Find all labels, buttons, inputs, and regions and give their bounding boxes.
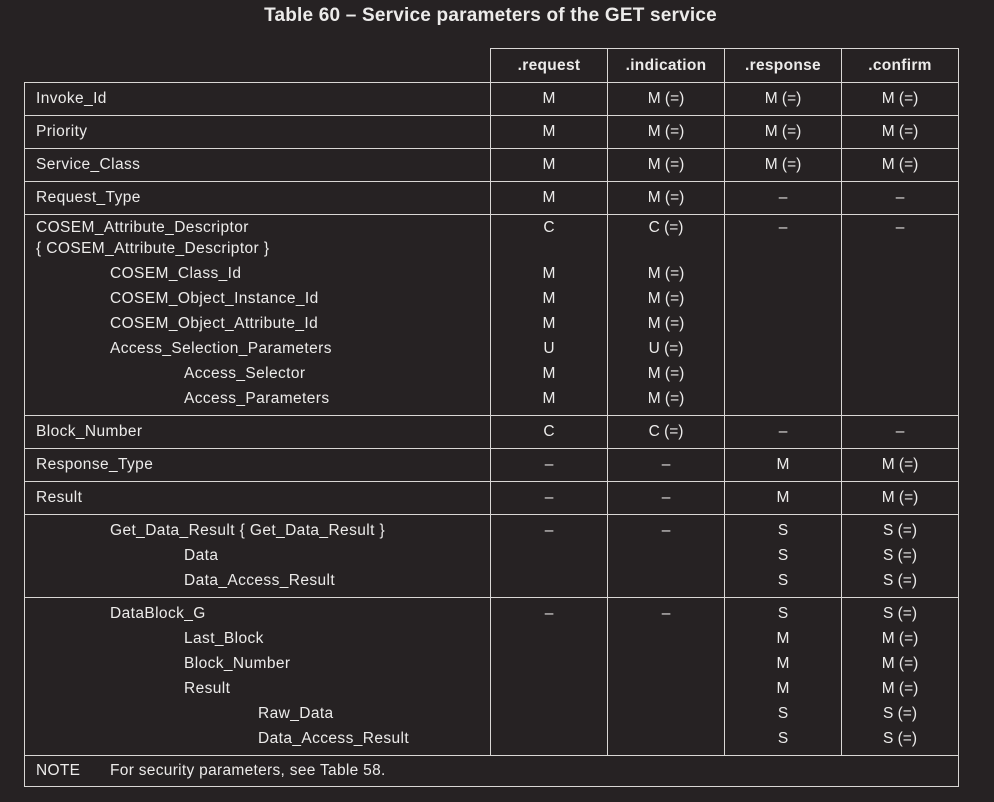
table-row xyxy=(25,215,959,416)
request-value: – xyxy=(544,489,554,506)
indication-cell xyxy=(608,182,725,215)
indication-value xyxy=(608,702,724,727)
table-row xyxy=(25,182,959,215)
confirm-value: M (=) xyxy=(881,655,919,672)
indication-value: M (=) xyxy=(647,365,685,382)
confirm-cell xyxy=(842,83,959,116)
request-value xyxy=(491,237,607,262)
response-value xyxy=(725,337,841,362)
parameter-name: Access_Parameters xyxy=(184,390,330,407)
request-value: – xyxy=(544,522,554,539)
indication-cell xyxy=(608,83,725,116)
indication-value: U (=) xyxy=(648,340,684,357)
confirm-cell xyxy=(842,215,959,416)
response-cell xyxy=(725,598,842,756)
confirm-value: M (=) xyxy=(881,489,919,506)
request-value: U xyxy=(543,340,555,357)
indication-value: – xyxy=(661,489,671,506)
parameter-name: Result xyxy=(36,489,83,506)
parameter-name: Access_Selector xyxy=(184,365,306,382)
response-value: S xyxy=(777,572,789,589)
request-value xyxy=(491,677,607,702)
response-value: S xyxy=(777,605,789,622)
table-row xyxy=(25,515,959,598)
confirm-cell xyxy=(842,416,959,449)
note-label: NOTE xyxy=(36,762,81,779)
response-value xyxy=(725,362,841,387)
indication-value: M (=) xyxy=(647,290,685,307)
response-value: M (=) xyxy=(764,90,802,107)
response-value xyxy=(725,287,841,312)
confirm-value: S (=) xyxy=(882,605,918,622)
confirm-cell xyxy=(842,182,959,215)
parameter-name: { COSEM_Attribute_Descriptor } xyxy=(36,240,270,257)
confirm-value: M (=) xyxy=(881,156,919,173)
response-cell xyxy=(725,182,842,215)
table-row xyxy=(25,416,959,449)
parameter-name: Invoke_Id xyxy=(36,90,107,107)
response-value: – xyxy=(778,219,788,236)
note-row xyxy=(25,756,959,787)
request-value: – xyxy=(544,605,554,622)
confirm-cell xyxy=(842,515,959,598)
parameter-cell xyxy=(25,149,491,182)
response-value: S xyxy=(777,705,789,722)
request-value: M xyxy=(542,156,556,173)
request-cell xyxy=(491,515,608,598)
response-cell xyxy=(725,416,842,449)
request-value: C xyxy=(543,423,555,440)
parameter-name: Priority xyxy=(36,123,88,140)
request-cell xyxy=(491,83,608,116)
response-value: M xyxy=(776,655,790,672)
indication-value xyxy=(608,237,724,262)
parameter-cell xyxy=(25,449,491,482)
indication-value: M (=) xyxy=(647,390,685,407)
confirm-cell xyxy=(842,482,959,515)
confirm-value: M (=) xyxy=(881,456,919,473)
request-value: M xyxy=(542,265,556,282)
table-row xyxy=(25,83,959,116)
indication-value xyxy=(608,627,724,652)
confirm-value xyxy=(842,312,958,337)
response-value: S xyxy=(777,547,789,564)
indication-value: – xyxy=(661,605,671,622)
request-value: M xyxy=(542,123,556,140)
parameter-name: Get_Data_Result { Get_Data_Result } xyxy=(110,522,386,539)
response-value xyxy=(725,312,841,337)
table-row xyxy=(25,116,959,149)
indication-value xyxy=(608,677,724,702)
parameter-name: Block_Number xyxy=(36,423,143,440)
parameter-name: Last_Block xyxy=(184,630,264,647)
parameter-name: Service_Class xyxy=(36,156,141,173)
confirm-value: S (=) xyxy=(882,572,918,589)
parameter-name: COSEM_Class_Id xyxy=(110,265,242,282)
table-row xyxy=(25,482,959,515)
confirm-cell xyxy=(842,116,959,149)
indication-value xyxy=(608,544,724,569)
indication-value: – xyxy=(661,522,671,539)
confirm-value: S (=) xyxy=(882,522,918,539)
note-text: For security parameters, see Table 58. xyxy=(110,762,386,779)
request-cell xyxy=(491,449,608,482)
request-value: – xyxy=(544,456,554,473)
response-value xyxy=(725,237,841,262)
parameter-name: Block_Number xyxy=(184,655,291,672)
request-cell xyxy=(491,149,608,182)
parameter-name: Data xyxy=(184,547,219,564)
response-value xyxy=(725,262,841,287)
confirm-value: S (=) xyxy=(882,730,918,747)
response-value: – xyxy=(778,423,788,440)
header-indication: .indication xyxy=(608,49,725,83)
confirm-value: S (=) xyxy=(882,547,918,564)
indication-cell xyxy=(608,116,725,149)
confirm-value xyxy=(842,362,958,387)
parameter-name: Request_Type xyxy=(36,189,141,206)
response-value: M (=) xyxy=(764,156,802,173)
request-value: M xyxy=(542,90,556,107)
indication-value: M (=) xyxy=(647,123,685,140)
confirm-value xyxy=(842,237,958,262)
parameter-cell xyxy=(25,515,491,598)
request-value: C xyxy=(543,219,555,236)
response-value: M xyxy=(776,630,790,647)
parameter-cell xyxy=(25,83,491,116)
confirm-value: – xyxy=(895,189,905,206)
request-value xyxy=(491,627,607,652)
confirm-value: S (=) xyxy=(882,705,918,722)
request-value: M xyxy=(542,189,556,206)
indication-cell xyxy=(608,149,725,182)
request-value: M xyxy=(542,390,556,407)
response-value: – xyxy=(778,189,788,206)
request-value: M xyxy=(542,365,556,382)
confirm-value: M (=) xyxy=(881,123,919,140)
parameter-name: COSEM_Object_Instance_Id xyxy=(110,290,319,307)
response-value: M xyxy=(776,680,790,697)
response-value: M xyxy=(776,489,790,506)
indication-value: M (=) xyxy=(647,156,685,173)
response-cell xyxy=(725,83,842,116)
response-cell xyxy=(725,515,842,598)
request-cell xyxy=(491,482,608,515)
indication-value xyxy=(608,652,724,677)
confirm-value: M (=) xyxy=(881,680,919,697)
header-request: .request xyxy=(491,49,608,83)
confirm-cell xyxy=(842,598,959,756)
response-value: M xyxy=(776,456,790,473)
request-value xyxy=(491,652,607,677)
parameter-name: COSEM_Attribute_Descriptor xyxy=(36,219,249,236)
parameter-cell xyxy=(25,416,491,449)
parameter-name: Data_Access_Result xyxy=(258,730,410,747)
response-cell xyxy=(725,149,842,182)
header-row xyxy=(25,49,959,83)
parameter-name: Raw_Data xyxy=(258,705,334,722)
confirm-cell xyxy=(842,149,959,182)
parameter-name: DataBlock_G xyxy=(110,605,206,622)
confirm-value xyxy=(842,287,958,312)
confirm-value: M (=) xyxy=(881,630,919,647)
table-title: Table 60 – Service parameters of the GET service xyxy=(264,5,717,26)
indication-cell xyxy=(608,598,725,756)
request-cell xyxy=(491,598,608,756)
request-cell xyxy=(491,182,608,215)
confirm-cell xyxy=(842,449,959,482)
table-row xyxy=(25,598,959,756)
request-value: M xyxy=(542,290,556,307)
indication-cell xyxy=(608,416,725,449)
service-parameters-table xyxy=(24,48,959,787)
parameter-cell xyxy=(25,116,491,149)
response-cell xyxy=(725,215,842,416)
header-blank-cell xyxy=(25,49,491,83)
indication-cell xyxy=(608,515,725,598)
confirm-value: – xyxy=(895,219,905,236)
indication-value: C (=) xyxy=(648,219,684,236)
confirm-value: – xyxy=(895,423,905,440)
request-value xyxy=(491,702,607,727)
response-value: S xyxy=(777,730,789,747)
response-value xyxy=(725,387,841,412)
indication-value: M (=) xyxy=(647,189,685,206)
indication-value: – xyxy=(661,456,671,473)
response-cell xyxy=(725,482,842,515)
request-value: M xyxy=(542,315,556,332)
indication-value: M (=) xyxy=(647,265,685,282)
confirm-value xyxy=(842,337,958,362)
request-cell xyxy=(491,116,608,149)
request-cell xyxy=(491,215,608,416)
request-value xyxy=(491,544,607,569)
confirm-value xyxy=(842,387,958,412)
indication-value xyxy=(608,569,724,594)
table-row xyxy=(25,449,959,482)
response-value: S xyxy=(777,522,789,539)
response-value: M (=) xyxy=(764,123,802,140)
indication-cell xyxy=(608,215,725,416)
table-row xyxy=(25,149,959,182)
header-response: .response xyxy=(725,49,842,83)
parameter-cell xyxy=(25,598,491,756)
indication-cell xyxy=(608,449,725,482)
parameter-name: COSEM_Object_Attribute_Id xyxy=(110,315,319,332)
request-value xyxy=(491,569,607,594)
indication-value xyxy=(608,727,724,752)
note-cell xyxy=(25,756,959,787)
indication-cell xyxy=(608,482,725,515)
parameter-cell xyxy=(25,215,491,416)
parameter-cell xyxy=(25,182,491,215)
response-cell xyxy=(725,116,842,149)
request-cell xyxy=(491,416,608,449)
confirm-value xyxy=(842,262,958,287)
parameter-name: Access_Selection_Parameters xyxy=(110,340,332,357)
confirm-value: M (=) xyxy=(881,90,919,107)
indication-value: M (=) xyxy=(647,315,685,332)
indication-value: C (=) xyxy=(648,423,684,440)
parameter-name: Result xyxy=(184,680,231,697)
header-confirm: .confirm xyxy=(842,49,959,83)
indication-value: M (=) xyxy=(647,90,685,107)
parameter-name: Response_Type xyxy=(36,456,154,473)
parameter-name: Data_Access_Result xyxy=(184,572,336,589)
parameter-cell xyxy=(25,482,491,515)
response-cell xyxy=(725,449,842,482)
request-value xyxy=(491,727,607,752)
